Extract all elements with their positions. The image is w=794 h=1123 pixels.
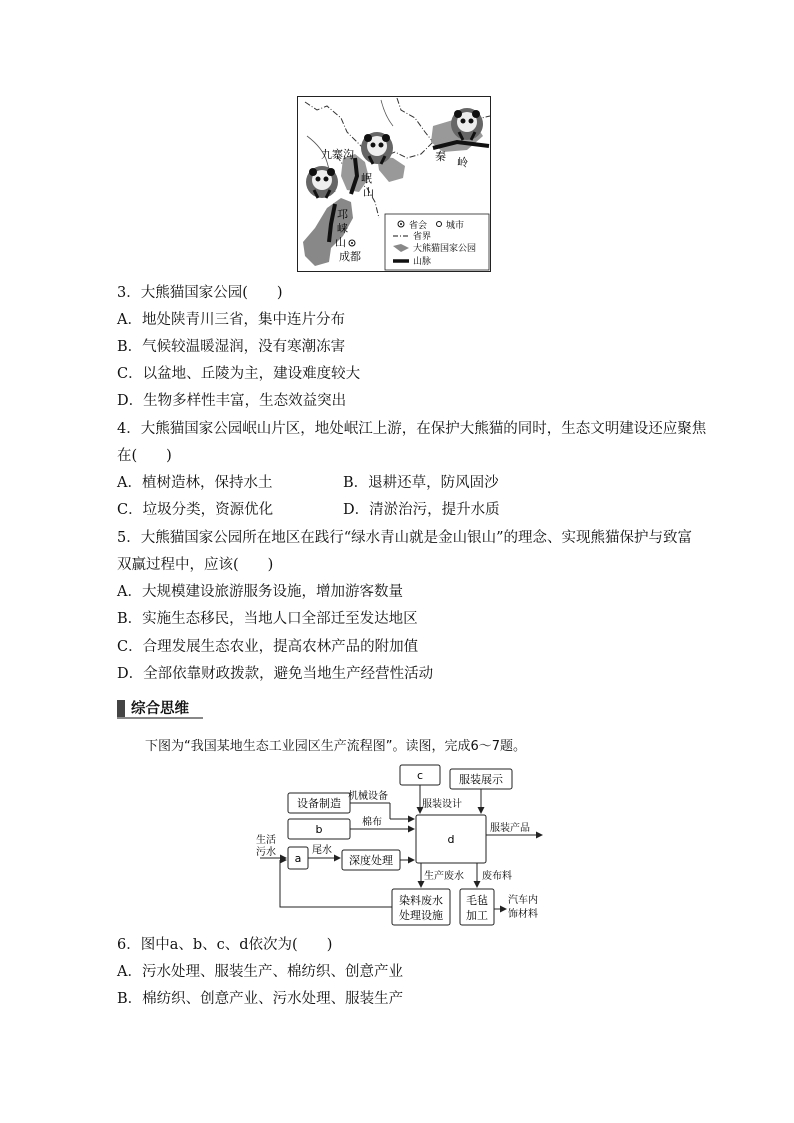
label-prod-water: 生产废水 bbox=[424, 871, 464, 882]
label-qinling: 秦 bbox=[435, 150, 446, 163]
label-felt-1: 毛毡 bbox=[466, 894, 488, 907]
q4-option-b: B．退耕还草，防风固沙 bbox=[343, 475, 499, 491]
q5-option-a: A．大规模建设旅游服务设施，增加游客数量 bbox=[117, 584, 403, 600]
label-car-2: 饰材料 bbox=[508, 909, 538, 920]
q6-stem: 6．图中a、b、c、d依次为( ) bbox=[117, 937, 333, 953]
label-dye-2: 处理设施 bbox=[399, 909, 443, 922]
q3-stem: 3．大熊猫国家公园( ) bbox=[117, 285, 283, 301]
label-design: 服装设计 bbox=[422, 799, 462, 810]
svg-text:省界: 省界 bbox=[413, 232, 432, 242]
label-minshan: 岷 bbox=[361, 172, 372, 185]
q4-stem-cont: 在( ) bbox=[117, 448, 172, 464]
label-scrap: 废布料 bbox=[482, 871, 512, 882]
q4-stem: 4．大熊猫国家公园岷山片区，地处岷江上游，在保护大熊猫的同时，生态文明建设还应聚焦 bbox=[117, 421, 707, 437]
q3-option-b: B．气候较温暖湿润，没有寒潮冻害 bbox=[117, 339, 346, 355]
q6-option-a: A．污水处理、服装生产、棉纺织、创意产业 bbox=[117, 964, 403, 980]
q4-option-c: C．垃圾分类，资源优化 bbox=[117, 502, 274, 518]
label-tailwater: 尾水 bbox=[312, 845, 332, 856]
section-title: 综合思维 bbox=[131, 701, 189, 717]
q5-stem: 5．大熊猫国家公园所在地区在践行“绿水青山就是金山银山”的理念、实现熊猫保护与致富 bbox=[117, 530, 693, 546]
section-underline bbox=[117, 717, 203, 719]
production-flow-diagram bbox=[250, 763, 560, 928]
label-equipment: 设备制造 bbox=[297, 797, 341, 810]
panda-icon bbox=[451, 108, 483, 140]
q5-option-d: D．全部依靠财政拨款，避免当地生产经营性活动 bbox=[117, 666, 434, 682]
q6-option-b: B．棉纺织、创意产业、污水处理、服装生产 bbox=[117, 991, 404, 1007]
label-machinery: 机械设备 bbox=[348, 791, 388, 802]
svg-text:城市: 城市 bbox=[446, 221, 465, 231]
label-b: b bbox=[315, 823, 323, 836]
section-marker bbox=[117, 700, 125, 717]
label-dye-1: 染料废水 bbox=[399, 894, 443, 907]
q5-stem-cont: 双赢过程中，应该( ) bbox=[117, 557, 274, 573]
svg-text:省会: 省会 bbox=[409, 221, 428, 231]
label-minshan: 山 bbox=[363, 186, 374, 199]
q4-option-d: D．清淤治污，提升水质 bbox=[343, 502, 500, 518]
q3-option-a: A．地处陕青川三省，集中连片分布 bbox=[117, 312, 345, 328]
figure-intro: 下图为“我国某地生态工业园区生产流程图”。读图，完成6～7题。 bbox=[145, 739, 527, 754]
label-domestic-2: 污水 bbox=[256, 847, 276, 858]
label-qionglai: 山 bbox=[335, 236, 346, 249]
label-qionglai: 邛 bbox=[337, 208, 348, 221]
q4-option-a: A．植树造林，保持水土 bbox=[117, 475, 273, 491]
q3-option-c: C．以盆地、丘陵为主，建设难度较大 bbox=[117, 366, 361, 382]
label-c: c bbox=[416, 769, 424, 782]
q5-option-b: B．实施生态移民，当地人口全部迁至发达地区 bbox=[117, 611, 418, 627]
label-qionglai: 崃 bbox=[337, 222, 348, 235]
label-a: a bbox=[294, 852, 302, 865]
q5-option-c: C．合理发展生态农业，提高农林产品的附加值 bbox=[117, 639, 419, 655]
label-domestic-1: 生活 bbox=[256, 835, 276, 846]
label-car-1: 汽车内 bbox=[508, 895, 538, 906]
label-fashion-show: 服装展示 bbox=[459, 773, 503, 786]
panda-icon bbox=[361, 132, 393, 164]
svg-text:大熊猫国家公园: 大熊猫国家公园 bbox=[413, 244, 477, 254]
panda-icon bbox=[306, 166, 338, 198]
label-qinling: 岭 bbox=[457, 156, 468, 169]
label-chengdu: 成都 bbox=[339, 250, 361, 263]
svg-text:山脉: 山脉 bbox=[413, 257, 432, 267]
section-heading bbox=[117, 697, 203, 719]
map-legend bbox=[385, 214, 489, 270]
label-jiuzhaigou: 九寨沟 bbox=[321, 148, 354, 161]
label-deep-treatment: 深度处理 bbox=[349, 854, 393, 867]
label-cotton: 棉布 bbox=[362, 817, 382, 828]
panda-park-map bbox=[297, 96, 491, 272]
label-d: d bbox=[447, 833, 455, 846]
label-garment: 服装产品 bbox=[490, 823, 530, 834]
q3-option-d: D．生物多样性丰富，生态效益突出 bbox=[117, 393, 347, 409]
label-felt-2: 加工 bbox=[466, 909, 488, 922]
